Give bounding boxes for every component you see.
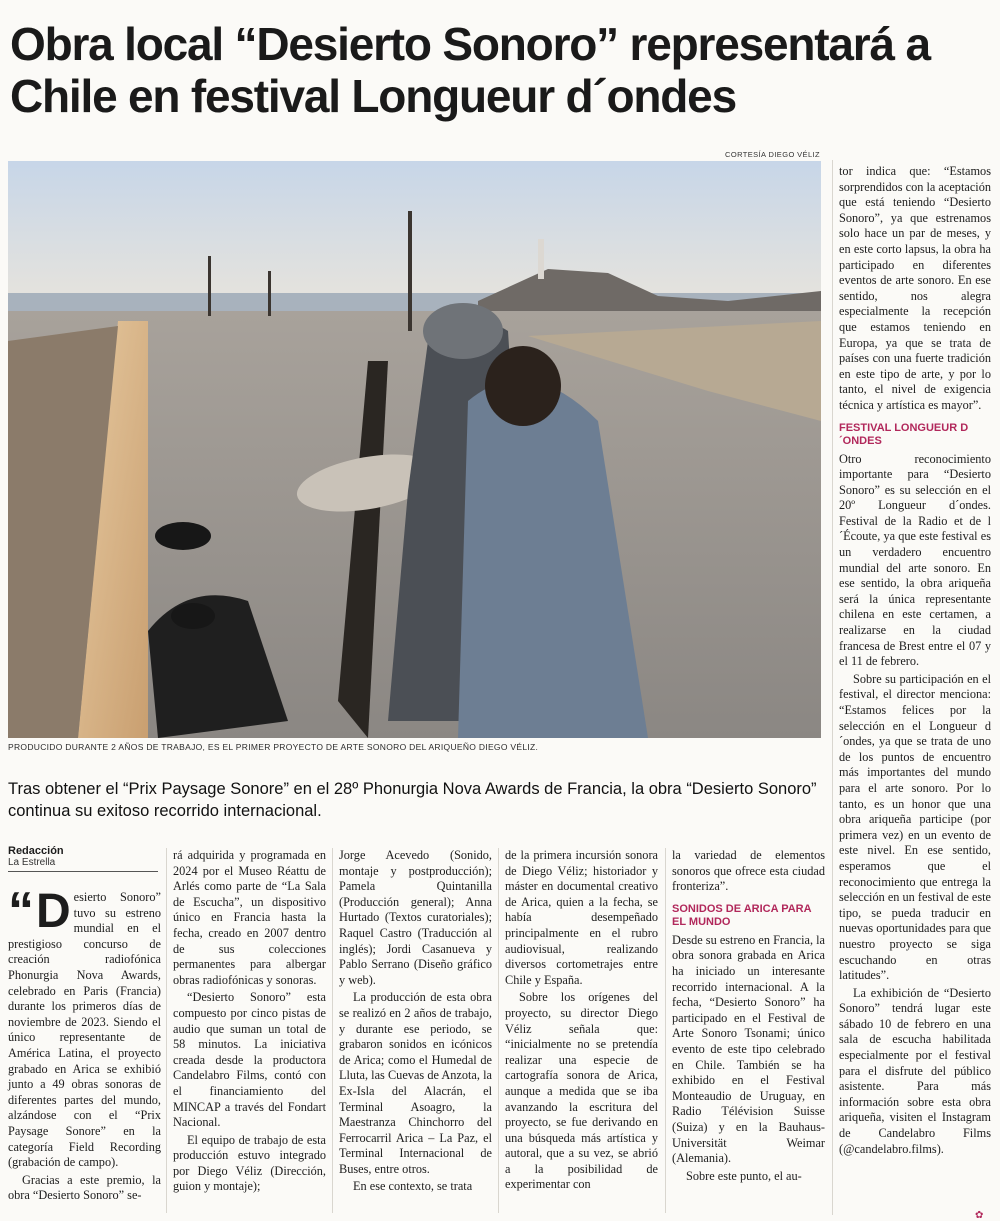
byline-paper: La Estrella [8, 857, 56, 868]
article-column-6 [839, 164, 991, 1159]
article-column-1 [8, 882, 161, 1206]
drop-cap: D [36, 885, 71, 938]
article-column-4 [505, 848, 658, 1195]
photo-caption: PRODUCIDO DURANTE 2 AÑOS DE TRABAJO, ES EL PRIMER PROYECTO DE ARTE SONORO DEL ARIQUEÑO DIEGO VÉLIZ. [8, 742, 539, 752]
paragraph: Jorge Acevedo (Sonido, montaje y postproducción); Pamela Quintanilla (Producción general); Anna Hurtado (Textos curatoriales); Raquel Castro (Traducción al inglés); Jordi Casanueva y Pablo Serrano (Diseño gráfico y web). [339, 848, 492, 987]
byline-divider [8, 871, 158, 872]
paragraph: de la primera incursión sonora de Diego Véliz; historiador y máster en documental creativo de Arica, quien a la fecha, se había desempeñado principalmente en el rubro audiovisual, realizando diversos cortometrajes entre Chile y España. [505, 848, 658, 987]
article-dek: Tras obtener el “Prix Paysage Sonore” en el 28º Phonurgia Nova Awards de Francia, la obra “Desierto Sonoro” continua su exitoso recorrido internacional. [8, 780, 817, 820]
paragraph: tor indica que: “Estamos sorprendidos con la aceptación que está teniendo “Desierto Sonoro”, ya que estrenamos solo hace un par de meses, y en este corto lapsus, la obra ha participado en diferentes eventos de arte sonoro. En ese sentido, nos alegra especialmente la recepción que estamos teniendo en Europa, ya que se trata de países con una fuerte tradición en este tipo de arte, y por lo tanto, el nivel de exigencia técnica y artística es mayor”. [839, 164, 991, 412]
paragraph: La exhibición de “Desierto Sonoro” tendrá lugar este sábado 10 de febrero en una sala de escucha habilitada especialmente por el festival para el disfrute del público asistente. Para más información sobre esta obra ariqueña, visiten el Instagram de Candelabro Films (@candelabro.films). [839, 985, 991, 1156]
paragraph: “Desierto Sonoro” esta compuesto por cinco pistas de audio que suman un total de 58 minutos. La iniciativa creada desde la productora Candelabro Films, contó con el financiamiento del MINCAP a través del Fondart Nacional. [173, 990, 326, 1130]
article-photo [8, 161, 821, 738]
paragraph: la variedad de elementos sonoros que ofrece esta ciudad fronteriza”. [672, 848, 825, 894]
paragraph: Otro reconocimiento importante para “Desierto Sonoro” es su selección en el 20º Longueur d´ondes. Festival de la Radio et de l´Écoute, ya que este festival es un verdadero encuentro mundial del arte sonoro. En ese sentido, la obra ariqueña será la única representante chilena en este certamen, a realizarse en la ciudad francesa de Brest entre el 07 y el 11 de febrero. [839, 451, 991, 669]
article-column-3 [339, 848, 492, 1197]
headline: Obra local “Desierto Sonoro” representará a Chile en festival Longueur d´ondes [10, 18, 930, 122]
open-quote-ornament: “ [8, 882, 34, 940]
section-subhead: FESTIVAL LONGUEUR D´ONDES [839, 421, 969, 447]
byline-author: Redacción [8, 845, 64, 857]
paragraph: Sobre su participación en el festival, el director menciona: “Estamos felices por la selección en el Longueur d´ondes, ya que se trata de uno de los puntos de encuentro más importantes del mundo para el arte sonoro. Por lo tanto, es un honor que una obra ariqueña participe (por primera vez) en un evento de este nivel. En ese sentido, esperamos que el reconocimiento que entrega la selección en un festival de este tipo, se pueda traducir en nuevas oportunidades para que nuestro proyecto se siga escuchando en otras latitudes”. [839, 671, 991, 983]
section-subhead: SONIDOS DE ARICA PARA EL MUNDO [672, 902, 812, 928]
byline [8, 845, 64, 868]
paragraph: Desde su estreno en Francia, la obra sonora grabada en Arica ha iniciado un interesante recorrido internacional. A la fecha, “Desierto Sonoro” ha participado en el Festival de Arte Sonoro Tsonami; único evento de este tipo celebrado en Chile. También se ha exhibido en el Festival Monteaudio de Uruguay, en Radio Télévision Suisse (Suiza) y en la Bauhaus-Universität Weimar (Alemania). [672, 932, 825, 1166]
paragraph: Sobre este punto, el au- [686, 1168, 802, 1183]
paragraph: En ese contexto, se trata [353, 1179, 473, 1194]
paragraph: La producción de esta obra se realizó en 2 años de trabajo, y durante ese periodo, se grabaron sonidos en icónicos de Arica; como el Humedal de Lluta, las Cuevas de Anzota, la Ex-Isla del Alacrán, el Terminal Asoagro, la Maestranza Chinchorro del Ferrocarril Arica – La Paz, el Terminal Internacional de Buses, entre otros. [339, 990, 492, 1176]
article-column-2 [173, 848, 326, 1197]
column-divider [166, 848, 167, 1213]
paragraph: Gracias a este premio, la obra “Desierto Sonoro” se- [8, 1172, 161, 1203]
column-divider [498, 848, 499, 1213]
photo-illustration [8, 161, 821, 738]
column-divider [332, 848, 333, 1213]
column-divider [665, 848, 666, 1213]
paragraph: Sobre los orígenes del proyecto, su director Diego Véliz señala que: “inicialmente no se pretendía realizar una especie de cartografía sonora de Arica, aunque a medida que se iba avanzando la escritura del proyecto, se fue derivando en una búsqueda más artística y autoral, que a su vez, se abrió a la posibilidad de experimentar con [505, 990, 658, 1192]
paragraph: rá adquirida y programada en 2024 por el Museo Réattu de Arlés como parte de “La Sala de Escucha”, un dispositivo único en Francia hasta la fecha, creado en 2007 dentro de sus colecciones permanentes para albergar obras radiofónicas y sonoras. [173, 848, 326, 987]
paragraph: esierto Sonoro” tuvo su estreno mundial en el prestigioso concurso de creación radiofónica Phonurgia Nova Awards, celebrado en Paris (Francia) durante los primeros días de noviembre de 2023. Siendo el único representante de América Latina, el proyecto grabado en Arica se exhibió junto a 49 obras sonoras de diferentes partes del mundo, alzándose con el “Prix Paysage Sonore” en la categoría Field Recording (grabación de campo). [8, 890, 161, 1170]
article-column-5 [672, 848, 825, 1186]
photo-credit: CORTESÍA DIEGO VÉLIZ [725, 150, 820, 159]
paragraph: El equipo de trabajo de esta producción estuvo integrado por Diego Véliz (Dirección, guion y montaje); [173, 1132, 326, 1194]
column-divider [832, 160, 833, 1215]
end-mark-icon: ✿ [975, 1210, 984, 1221]
